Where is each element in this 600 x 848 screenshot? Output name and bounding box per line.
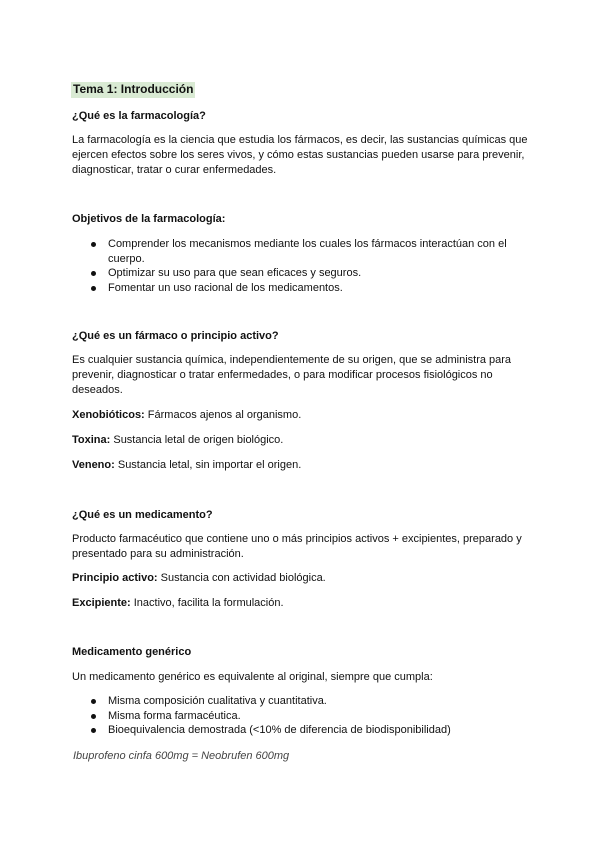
definition-term: Excipiente: bbox=[72, 597, 131, 609]
definition-desc: Sustancia letal, sin importar el origen. bbox=[114, 459, 302, 471]
paragraph-generico: Un medicamento genérico es equivalente al original, siempre que cumpla: bbox=[72, 671, 433, 683]
list-item: Comprender los mecanismos mediante los cuales los fármacos interactúan con el cuerpo. bbox=[72, 237, 532, 266]
generic-example: Ibuprofeno cinfa 600mg = Neobrufen 600mg bbox=[73, 750, 290, 762]
list-item: Optimizar su uso para que sean eficaces y seguros. bbox=[72, 266, 532, 281]
definition-desc: Inactivo, facilita la formulación. bbox=[130, 597, 284, 609]
objetivos-list bbox=[72, 237, 532, 295]
definition-excipiente bbox=[72, 596, 532, 611]
definition-desc: Sustancia con actividad biológica. bbox=[157, 572, 326, 584]
definition-term: Principio activo: bbox=[72, 572, 158, 584]
definition-term: Veneno: bbox=[72, 459, 115, 471]
definition-veneno bbox=[72, 458, 532, 473]
definition-xenobioticos bbox=[72, 408, 532, 423]
definition-desc: Fármacos ajenos al organismo. bbox=[144, 409, 302, 421]
paragraph-farmacologia: La farmacología es la ciencia que estudia los fármacos, es decir, las sustancias químicas que ejercen efectos sobre los seres vivos, y cómo estas sustancias pueden usarse para prevenir, diagnosticar, tratar o curar enfermedades. bbox=[72, 134, 528, 176]
definition-term: Xenobióticos: bbox=[72, 409, 145, 421]
list-item: Bioequivalencia demostrada (<10% de diferencia de biodisponibilidad) bbox=[72, 723, 532, 738]
generico-list bbox=[72, 694, 532, 738]
definition-principio-activo bbox=[72, 571, 532, 586]
list-item: Misma forma farmacéutica. bbox=[72, 709, 532, 724]
definition-desc: Sustancia letal de origen biológico. bbox=[110, 434, 284, 446]
paragraph-medicamento: Producto farmacéutico que contiene uno o más principios activos + excipientes, preparado y presentado para su administración. bbox=[72, 533, 522, 560]
section-heading-farmaco: ¿Qué es un fármaco o principio activo? bbox=[72, 330, 279, 342]
section-heading-medicamento: ¿Qué es un medicamento? bbox=[72, 509, 213, 521]
definition-toxina bbox=[72, 433, 532, 448]
page-title: Tema 1: Introducción bbox=[73, 82, 194, 96]
list-item: Misma composición cualitativa y cuantitativa. bbox=[72, 694, 532, 709]
section-heading-objetivos: Objetivos de la farmacología: bbox=[72, 213, 226, 225]
section-heading-generico: Medicamento genérico bbox=[72, 646, 192, 658]
paragraph-farmaco: Es cualquier sustancia química, independientemente de su origen, que se administra para prevenir, diagnosticar o tratar enfermedades, o para modificar procesos fisiológicos no deseados. bbox=[72, 354, 512, 396]
list-item: Fomentar un uso racional de los medicamentos. bbox=[72, 281, 532, 296]
definition-term: Toxina: bbox=[72, 434, 111, 446]
section-heading-farmacologia: ¿Qué es la farmacología? bbox=[72, 110, 206, 122]
